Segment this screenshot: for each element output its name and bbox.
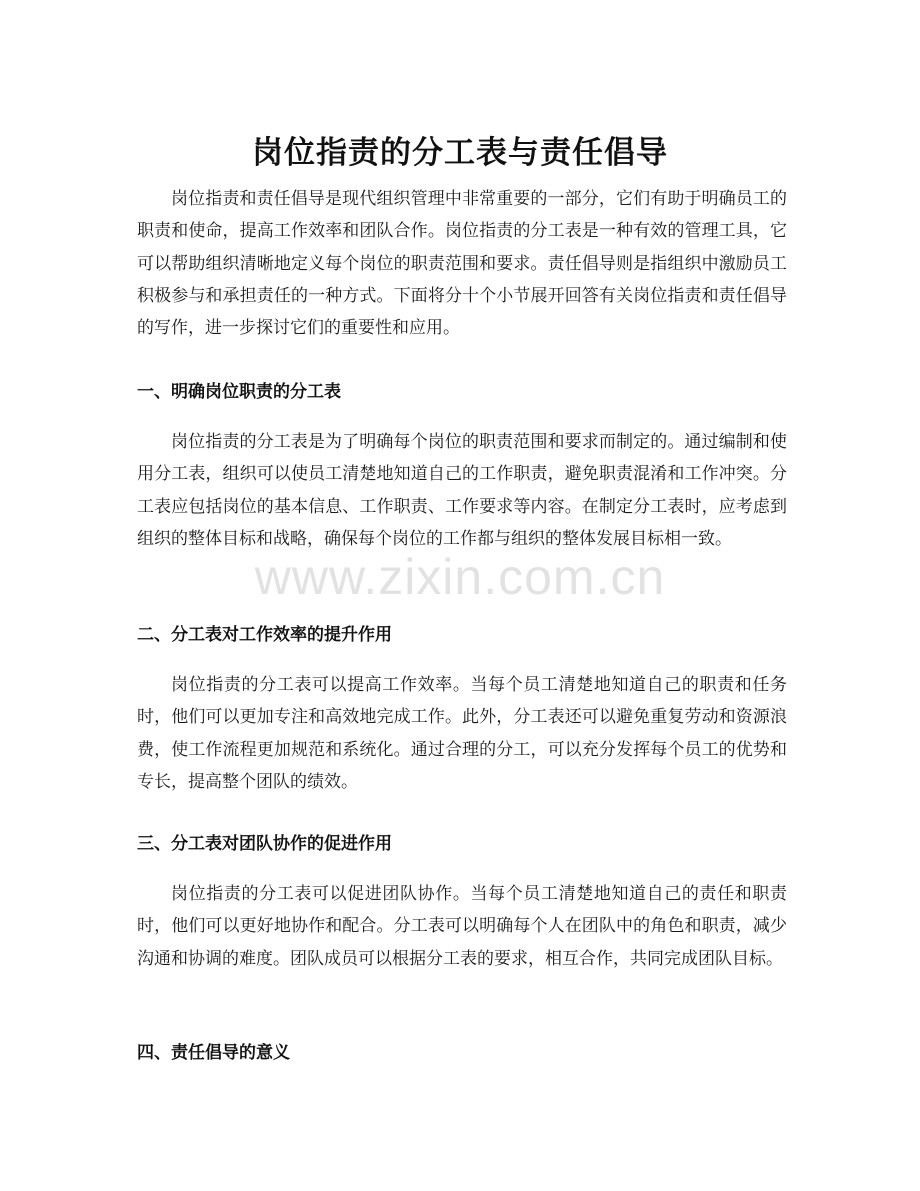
- section-1-heading: 一、明确岗位职责的分工表: [137, 382, 341, 402]
- document-title: 岗位指责的分工表与责任倡导: [252, 134, 668, 171]
- section-2-heading: 二、分工表对工作效率的提升作用: [137, 625, 392, 645]
- watermark-text: www.zixin.com.cn: [254, 549, 666, 605]
- section-4-heading: 四、责任倡导的意义: [137, 1043, 290, 1063]
- section-3-heading: 三、分工表对团队协作的促进作用: [137, 834, 392, 854]
- section-2-body: 岗位指责的分工表可以提高工作效率。当每个员工清楚地知道自己的职责和任务时，他们可以更加专注和高效地完成工作。此外，分工表还可以避免重复劳动和资源浪费，使工作流程更加规范和系统化。通过合理的分工，可以充分发挥每个员工的优势和专长，提高整个团队的绩效。: [137, 675, 787, 792]
- section-1-body: 岗位指责的分工表是为了明确每个岗位的职责范围和要求而制定的。通过编制和使用分工表，组织可以使员工清楚地知道自己的工作职责，避免职责混淆和工作冲突。分工表应包括岗位的基本信息、工作职责、工作要求等内容。在制定分工表时，应考虑到组织的整体目标和战略，确保每个岗位的工作都与组织的整体发展目标相一致。: [137, 432, 787, 549]
- section-3-body: 岗位指责的分工表可以促进团队协作。当每个员工清楚地知道自己的责任和职责时，他们可以更好地协作和配合。分工表可以明确每个人在团队中的角色和职责，减少沟通和协调的难度。团队成员可以根据分工表的要求，相互合作，共同完成团队目标。: [137, 884, 787, 969]
- intro-paragraph: 岗位指责和责任倡导是现代组织管理中非常重要的一部分，它们有助于明确员工的职责和使命，提高工作效率和团队合作。岗位指责的分工表是一种有效的管理工具，它可以帮助组织清晰地定义每个岗位的职责范围和要求。责任倡导则是指组织中激励员工积极参与和承担责任的一种方式。下面将分十个小节展开回答有关岗位指责和责任倡导的写作，进一步探讨它们的重要性和应用。: [137, 189, 787, 339]
